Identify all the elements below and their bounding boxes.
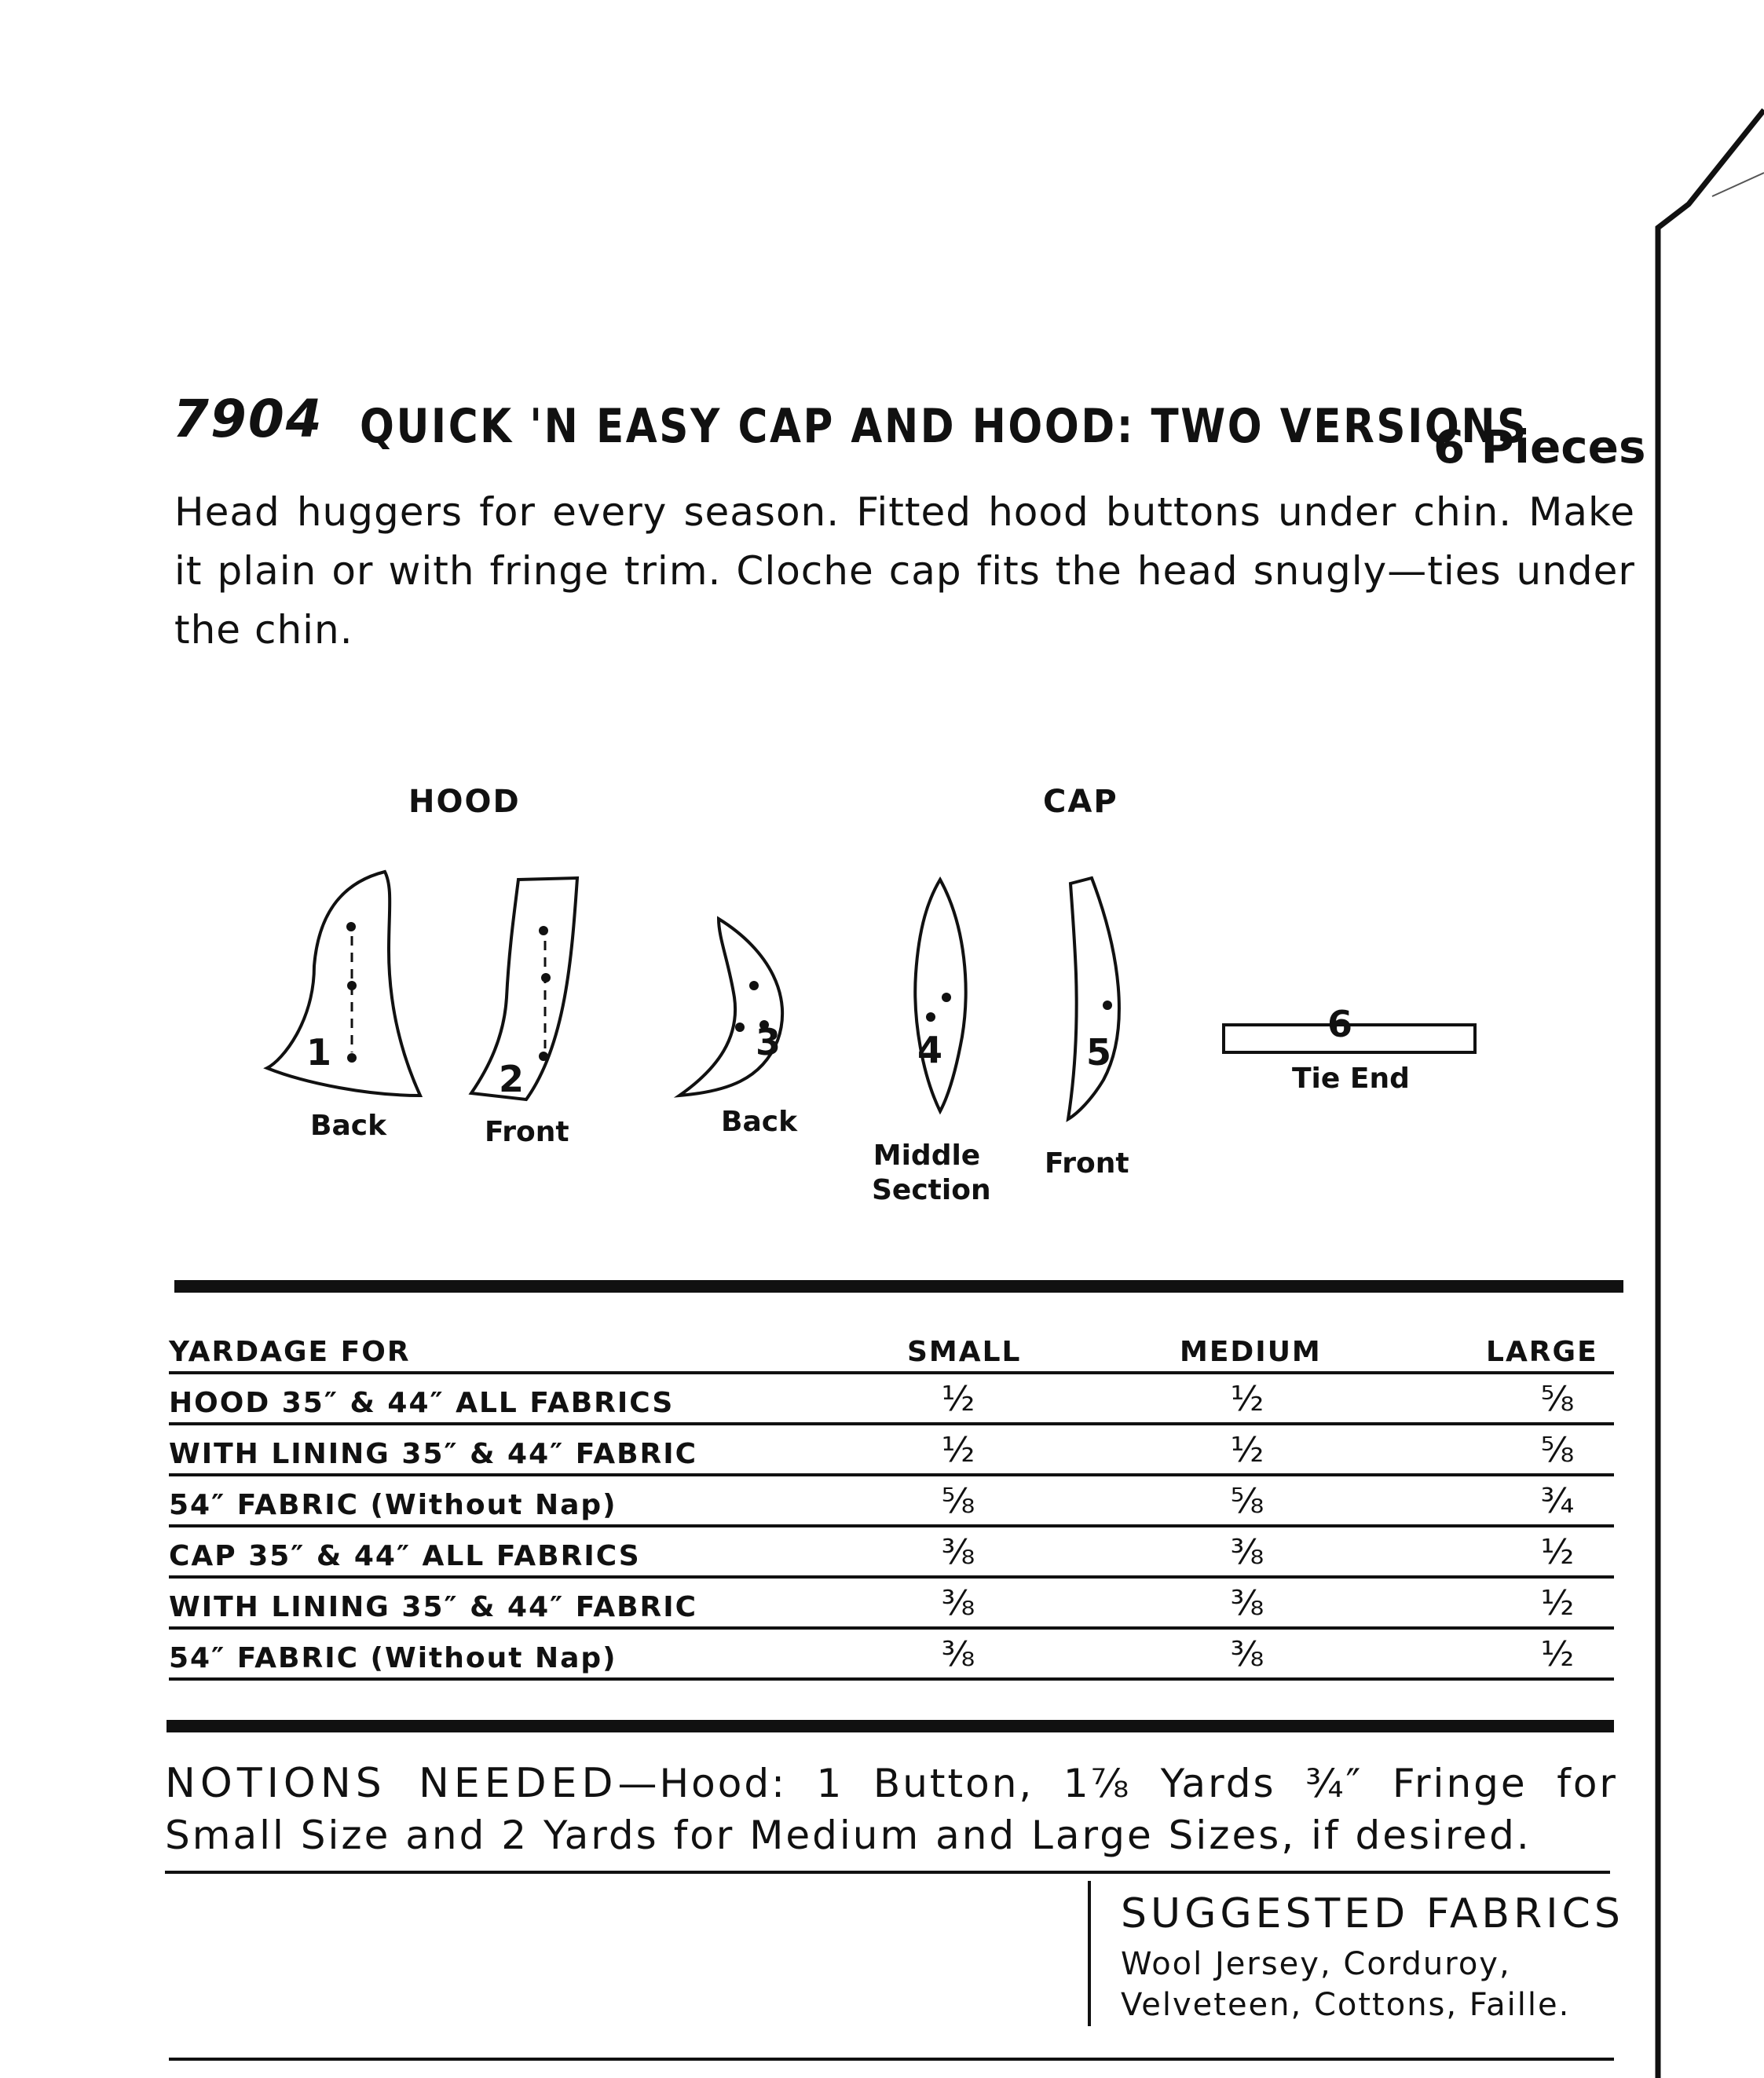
header-yardage-for: YARDAGE FOR — [169, 1336, 411, 1368]
suggested-fabrics-box — [1088, 1881, 1625, 2026]
large-value: ½ — [1540, 1583, 1575, 1623]
top-thick-rule — [174, 1280, 1623, 1293]
suggested-fabrics-text: Wool Jersey, Corduroy, Velveteen, Cottons, Faille. — [1121, 1946, 1571, 2023]
piece-4-shape — [915, 880, 965, 1111]
piece-1-number: 1 — [306, 1031, 332, 1074]
pattern-title: QUICK 'N EASY CAP AND HOOD: TWO VERSIONS — [360, 399, 1528, 454]
large-value: ½ — [1540, 1532, 1575, 1572]
piece-4-number: 4 — [917, 1029, 943, 1071]
small-value: ⅜ — [941, 1532, 975, 1572]
medium-value: ½ — [1230, 1379, 1264, 1419]
header-medium: MEDIUM — [1180, 1336, 1322, 1368]
table-row — [169, 1630, 1614, 1681]
table-row — [169, 1579, 1614, 1630]
row-label: WITH LINING 35″ & 44″ FABRIC — [169, 1438, 698, 1470]
small-value: ⅜ — [941, 1583, 975, 1623]
piece-5-shape — [1068, 878, 1119, 1119]
piece-5-number: 5 — [1086, 1031, 1112, 1074]
piece-5-label: Front — [1045, 1147, 1129, 1180]
footer-rule — [169, 2058, 1614, 2061]
header-small: SMALL — [907, 1336, 1022, 1368]
notions-heading: NOTIONS NEEDED — [165, 1760, 618, 1807]
table-row — [169, 1425, 1614, 1476]
row-label: 54″ FABRIC (Without Nap) — [169, 1489, 617, 1521]
piece-4-label: Middle Section — [872, 1140, 991, 1206]
piece-2-shape — [471, 878, 577, 1099]
piece-3-shape — [679, 919, 782, 1096]
table-header-row — [169, 1326, 1614, 1374]
piece-1-label: Back — [310, 1110, 387, 1142]
cap-group-label: CAP — [1043, 784, 1118, 820]
piece-3-label: Back — [721, 1106, 798, 1138]
header-large: LARGE — [1486, 1336, 1598, 1368]
hood-group-label: HOOD — [408, 784, 521, 820]
small-value: ½ — [941, 1430, 975, 1470]
notions-rule — [165, 1871, 1610, 1874]
yardage-table — [169, 1326, 1614, 1681]
piece-count: 6 Pieces — [1433, 420, 1646, 474]
piece-3-number: 3 — [756, 1021, 781, 1063]
medium-value: ½ — [1230, 1430, 1264, 1470]
notions-needed — [165, 1758, 1618, 1861]
large-value: ⅝ — [1540, 1430, 1575, 1470]
piece-6-number: 6 — [1327, 1003, 1353, 1045]
medium-value: ⅜ — [1230, 1634, 1264, 1674]
small-value: ⅜ — [941, 1634, 975, 1674]
large-value: ¾ — [1540, 1481, 1575, 1521]
pattern-number: 7904 — [173, 389, 324, 449]
large-value: ½ — [1540, 1634, 1575, 1674]
row-label: CAP 35″ & 44″ ALL FABRICS — [169, 1540, 641, 1572]
notions-text: —Hood: 1 Button, 1⅞ Yards ¾″ Fringe for Small Size and 2 Yards for Medium and Large Sizes, if desired. — [165, 1761, 1618, 1858]
row-label: HOOD 35″ & 44″ ALL FABRICS — [169, 1387, 675, 1419]
pattern-description: Head huggers for every season. Fitted hood buttons under chin. Make it plain or with fringe trim. Cloche cap fits the head snugly—ties under the chin. — [174, 489, 1635, 653]
bottom-thick-rule — [167, 1720, 1614, 1732]
table-row — [169, 1476, 1614, 1527]
medium-value: ⅜ — [1230, 1583, 1264, 1623]
row-label: 54″ FABRIC (Without Nap) — [169, 1642, 617, 1674]
piece-2-label: Front — [485, 1116, 569, 1148]
medium-value: ⅝ — [1230, 1481, 1264, 1521]
piece-1-shape — [267, 872, 420, 1096]
page-edge-line — [1641, 79, 1764, 2078]
table-row — [169, 1527, 1614, 1579]
pattern-pieces-diagram — [259, 864, 1500, 1147]
piece-6-label: Tie End — [1292, 1063, 1410, 1095]
large-value: ⅝ — [1540, 1379, 1575, 1419]
suggested-fabrics-title: SUGGESTED FABRICS — [1121, 1890, 1624, 1937]
small-value: ½ — [941, 1379, 975, 1419]
table-row — [169, 1374, 1614, 1425]
medium-value: ⅜ — [1230, 1532, 1264, 1572]
small-value: ⅝ — [941, 1481, 975, 1521]
piece-2-number: 2 — [499, 1058, 525, 1100]
row-label: WITH LINING 35″ & 44″ FABRIC — [169, 1591, 698, 1623]
